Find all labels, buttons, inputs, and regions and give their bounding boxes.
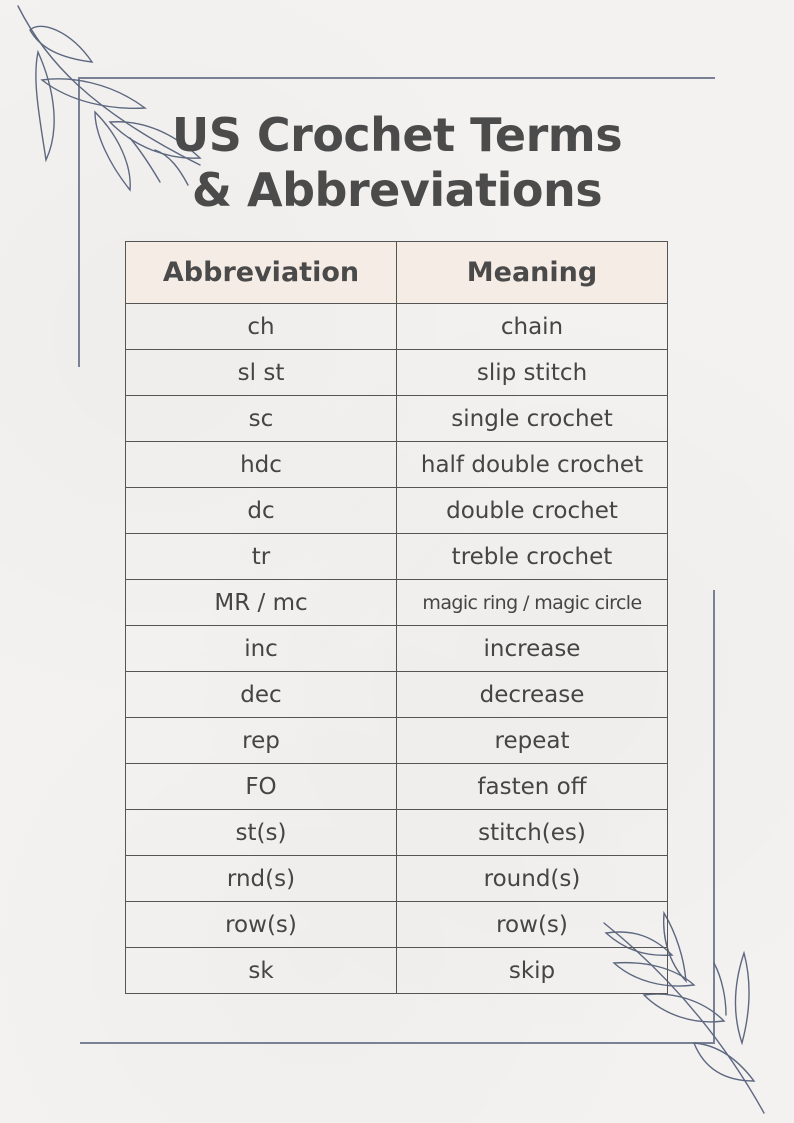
meaning-cell: single crochet [397, 396, 668, 442]
meaning-cell: increase [397, 626, 668, 672]
meaning-cell: fasten off [397, 764, 668, 810]
abbr-cell: MR / mc [126, 580, 397, 626]
table-row [126, 810, 668, 856]
title-line-1: US Crochet Terms [171, 108, 623, 162]
table-row [126, 304, 668, 350]
meaning-cell: magic ring / magic circle [397, 580, 668, 626]
meaning-cell: half double crochet [397, 442, 668, 488]
meaning-cell: slip stitch [397, 350, 668, 396]
header-abbreviation: Abbreviation [126, 242, 397, 304]
abbr-cell: dc [126, 488, 397, 534]
table-row [126, 442, 668, 488]
terms-table [125, 241, 668, 994]
table-row [126, 488, 668, 534]
meaning-cell: stitch(es) [397, 810, 668, 856]
table-row [126, 902, 668, 948]
header-meaning: Meaning [397, 242, 668, 304]
abbr-cell: row(s) [126, 902, 397, 948]
table-row [126, 764, 668, 810]
title-line-2: & Abbreviations [191, 163, 603, 217]
table-row [126, 396, 668, 442]
meaning-cell: repeat [397, 718, 668, 764]
meaning-cell: double crochet [397, 488, 668, 534]
meaning-cell: row(s) [397, 902, 668, 948]
abbr-cell: sl st [126, 350, 397, 396]
table-row [126, 350, 668, 396]
abbr-cell: st(s) [126, 810, 397, 856]
meaning-cell: decrease [397, 672, 668, 718]
abbr-cell: sc [126, 396, 397, 442]
abbr-cell: ch [126, 304, 397, 350]
table-row [126, 856, 668, 902]
meaning-cell: round(s) [397, 856, 668, 902]
table-row [126, 626, 668, 672]
abbr-cell: FO [126, 764, 397, 810]
abbr-cell: tr [126, 534, 397, 580]
meaning-cell: skip [397, 948, 668, 994]
abbr-cell: inc [126, 626, 397, 672]
table-header-row [126, 242, 668, 304]
table-row [126, 718, 668, 764]
abbr-cell: rep [126, 718, 397, 764]
abbr-cell: dec [126, 672, 397, 718]
table-row [126, 672, 668, 718]
abbr-cell: rnd(s) [126, 856, 397, 902]
meaning-cell: treble crochet [397, 534, 668, 580]
table-row [126, 580, 668, 626]
table-row [126, 948, 668, 994]
meaning-cell: chain [397, 304, 668, 350]
abbr-cell: sk [126, 948, 397, 994]
table-row [126, 534, 668, 580]
page-title [0, 108, 794, 218]
abbr-cell: hdc [126, 442, 397, 488]
